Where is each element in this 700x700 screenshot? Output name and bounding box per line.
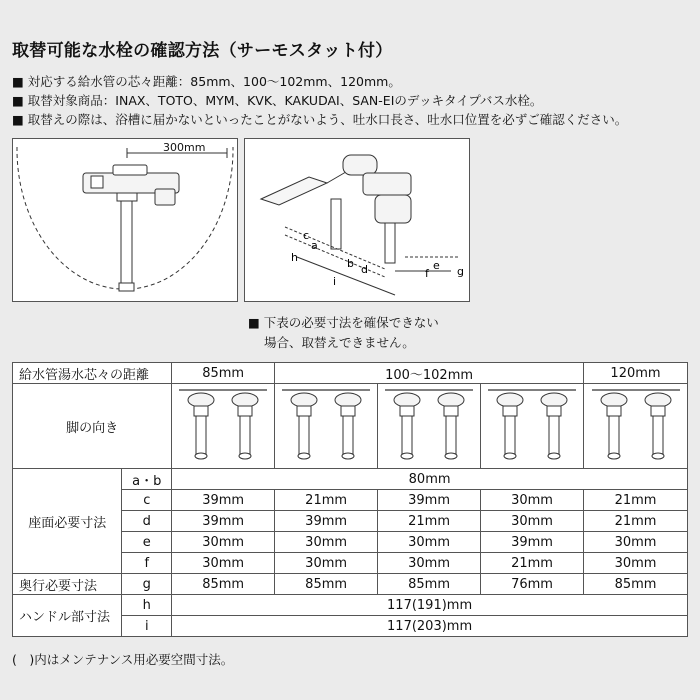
cell-value: 21mm — [481, 553, 584, 574]
cell-value: 21mm — [378, 511, 481, 532]
row-value: 117(203)mm — [172, 616, 688, 637]
row-key: h — [122, 595, 172, 616]
cell-value: 30mm — [172, 532, 275, 553]
cell-value: 30mm — [378, 532, 481, 553]
spout-swing-illustration — [13, 139, 237, 301]
dimension-diagram — [244, 138, 470, 302]
row-key: g — [122, 574, 172, 595]
dim-label: a — [311, 239, 318, 252]
row-key: i — [122, 616, 172, 637]
cell-value: 39mm — [275, 511, 378, 532]
leg-illustration — [484, 384, 580, 464]
leg-figure — [378, 384, 481, 469]
leg-figure — [481, 384, 584, 469]
header-120: 120mm — [584, 363, 688, 384]
spout-swing-diagram — [12, 138, 238, 302]
cell-value: 85mm — [275, 574, 378, 595]
cell-value: 39mm — [481, 532, 584, 553]
cell-value: 30mm — [378, 553, 481, 574]
cell-value: 30mm — [584, 553, 688, 574]
header-85: 85mm — [172, 363, 275, 384]
bullet-item: ■ 取替えの際は、浴槽に届かないといったことがないよう、吐水口長さ、吐水口位置を必ずご確認ください。 — [12, 112, 628, 127]
cell-value: 21mm — [275, 490, 378, 511]
requirement-note — [248, 313, 439, 353]
leg-illustration — [381, 384, 477, 464]
dimension-illustration — [245, 139, 469, 301]
row-key: f — [122, 553, 172, 574]
handle-group-label: ハンドル部寸法 — [13, 595, 122, 637]
header-label: 給水管湯水芯々の距離 — [13, 363, 172, 384]
row-key: c — [122, 490, 172, 511]
cell-value: 39mm — [172, 511, 275, 532]
cell-value: 39mm — [378, 490, 481, 511]
cell-value: 85mm — [378, 574, 481, 595]
note-line: 場合、取替えできません。 — [264, 335, 415, 350]
bullet-item: ■ 対応する給水管の芯々距離：85mm、100〜102mm、120mm。 — [12, 74, 401, 89]
swing-dimension-label: 300mm — [163, 141, 206, 154]
header-100: 100〜102mm — [275, 363, 584, 384]
cell-value: 30mm — [481, 511, 584, 532]
dim-label: b — [347, 257, 354, 270]
leg-direction-label: 脚の向き — [13, 384, 172, 469]
cell-value: 21mm — [584, 490, 688, 511]
leg-figure — [275, 384, 378, 469]
cell-value: 30mm — [584, 532, 688, 553]
dim-label: d — [361, 263, 368, 276]
dim-label: f — [425, 267, 429, 280]
note-line: ■ 下表の必要寸法を確保できない — [248, 315, 439, 330]
bullet-item: ■ 取替対象商品：INAX、TOTO、MYM、KVK、KAKUDAI、SAN-EIのデッキタイプバス水栓。 — [12, 93, 543, 108]
cell-value: 76mm — [481, 574, 584, 595]
page-title: 取替可能な水栓の確認方法（サーモスタット付） — [12, 41, 393, 61]
leg-illustration — [278, 384, 374, 464]
row-key: d — [122, 511, 172, 532]
dim-label: h — [291, 251, 298, 264]
cell-value: 85mm — [172, 574, 275, 595]
leg-figure — [584, 384, 688, 469]
dim-label: i — [333, 275, 337, 288]
footnote: ( )内はメンテナンス用必要空間寸法。 — [12, 652, 234, 667]
cell-value: 30mm — [172, 553, 275, 574]
seat-group-label: 座面必要寸法 — [13, 469, 122, 574]
row-key: e — [122, 532, 172, 553]
row-value: 80mm — [172, 469, 688, 490]
leg-illustration — [175, 384, 271, 464]
cell-value: 30mm — [275, 553, 378, 574]
dim-label: e — [433, 259, 440, 272]
cell-value: 21mm — [584, 511, 688, 532]
depth-group-label: 奥行必要寸法 — [13, 574, 122, 595]
bullet-list — [12, 72, 627, 129]
row-value: 117(191)mm — [172, 595, 688, 616]
leg-figure — [172, 384, 275, 469]
dimension-table — [12, 362, 688, 637]
cell-value: 39mm — [172, 490, 275, 511]
row-key: a・b — [122, 469, 172, 490]
leg-illustration — [588, 384, 684, 464]
dim-label: g — [457, 265, 464, 278]
cell-value: 85mm — [584, 574, 688, 595]
dim-label: c — [303, 229, 310, 242]
cell-value: 30mm — [275, 532, 378, 553]
cell-value: 30mm — [481, 490, 584, 511]
